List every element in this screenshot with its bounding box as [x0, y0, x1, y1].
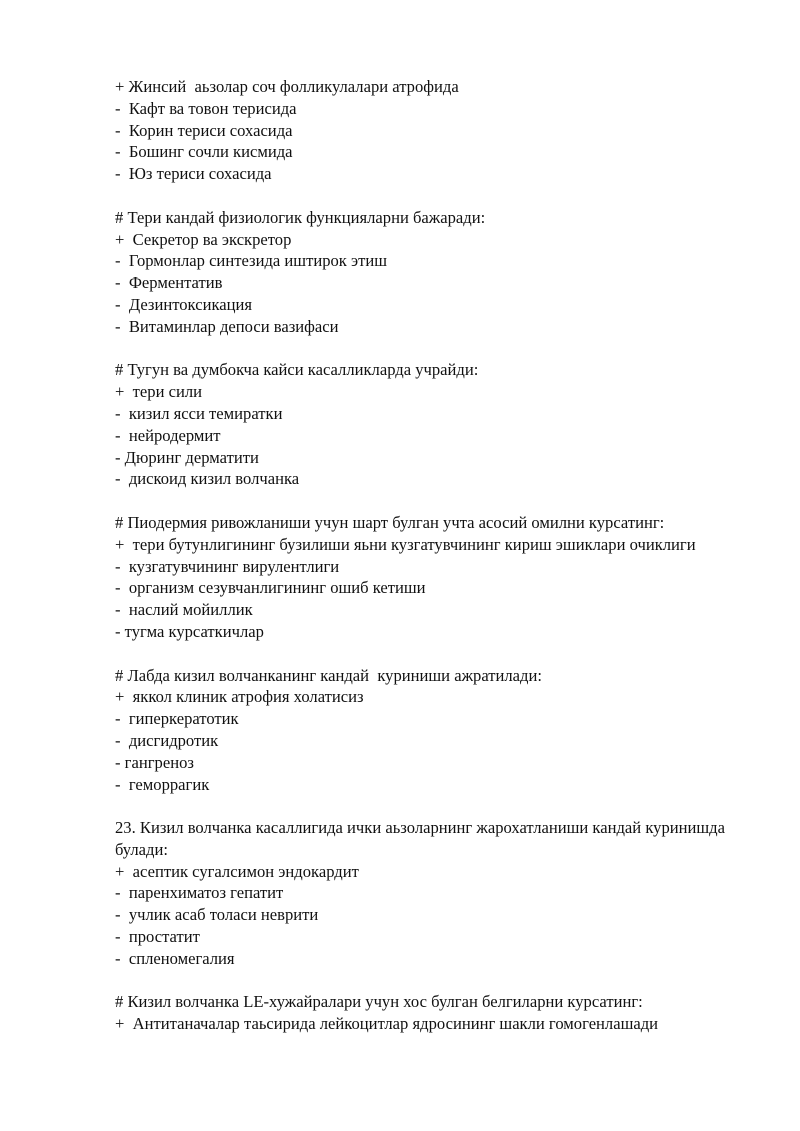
answer-line: - учлик асаб толаси неврити	[115, 905, 319, 925]
answer-line: - паренхиматоз гепатит	[115, 883, 284, 903]
paragraph-gap	[115, 795, 755, 817]
question-line: 23. Кизил волчанка касаллигида ички аьзоларнинг жарохатланиши кандай куринишда булади:	[115, 818, 730, 859]
answer-line: - дискоид кизил волчанка	[115, 469, 300, 489]
answer-line: - организм сезувчанлигининг ошиб кетиши	[115, 578, 426, 598]
answer-line: + тери сили	[115, 382, 203, 402]
question-line: # Кизил волчанка LE-хужайралари учун хос булган белгиларни курсатинг:	[115, 992, 643, 1012]
question-line: # Лабда кизил волчанканинг кандай куриниши ажратилади:	[115, 665, 542, 685]
answer-line: - Дюринг дерматити	[115, 447, 259, 467]
answer-line: - Юз териси сохасида	[115, 164, 272, 184]
answer-line: - спленомегалия	[115, 948, 235, 968]
answer-line: - кузгатувчининг вирулентлиги	[115, 556, 340, 576]
answer-line: + Жинсий аьзолар соч фолликулалари атрофида	[115, 77, 459, 96]
answer-line: - простатит	[115, 927, 200, 947]
answer-line: - гангреноз	[115, 752, 194, 772]
answer-line: - Витаминлар депоси вазифаси	[115, 316, 339, 336]
answer-line: + асептик сугалсимон эндокардит	[115, 861, 359, 881]
answer-line: - Бошинг сочли кисмида	[115, 142, 293, 162]
paragraph-gap	[115, 185, 755, 207]
answer-line: - Дезинтоксикация	[115, 294, 253, 314]
answer-line: - геморрагик	[115, 774, 210, 794]
answer-line: - Ферментатив	[115, 273, 223, 293]
answer-line: + Секретор ва экскретор	[115, 229, 292, 249]
answer-line: - Кафт ва товон терисида	[115, 98, 297, 118]
question-line: # Тери кандай физиологик функцияларни бажаради:	[115, 207, 486, 227]
answer-line: - нейродермит	[115, 425, 221, 445]
answer-line: + яккол клиник атрофия холатисиз	[115, 687, 364, 707]
answer-line: - Гормонлар синтезида иштирок этиш	[115, 251, 388, 271]
answer-line: - дисгидротик	[115, 730, 219, 750]
question-line: # Тугун ва думбокча кайси касалликларда учрайди:	[115, 360, 479, 380]
answer-line: - кизил ясси темиратки	[115, 403, 283, 423]
answer-line: - гиперкератотик	[115, 709, 239, 729]
paragraph-gap	[115, 970, 755, 992]
answer-line: - Корин териси сохасида	[115, 120, 293, 140]
answer-line: - тугма курсаткичлар	[115, 621, 264, 641]
answer-line: - наслий мойиллик	[115, 600, 253, 620]
answer-line: + тери бутунлигининг бузилиши яьни кузгатувчининг кириш эшиклари очиклиги	[115, 534, 696, 554]
document-content	[115, 76, 755, 1035]
paragraph-gap	[115, 643, 755, 665]
answer-line: + Антитаначалар таьсирида лейкоцитлар ядросининг шакли гомогенлашади	[115, 1014, 659, 1034]
paragraph-gap	[115, 338, 755, 360]
question-line: # Пиодермия ривожланиши учун шарт булган учта асосий омилни курсатинг:	[115, 512, 665, 532]
paragraph-gap	[115, 490, 755, 512]
